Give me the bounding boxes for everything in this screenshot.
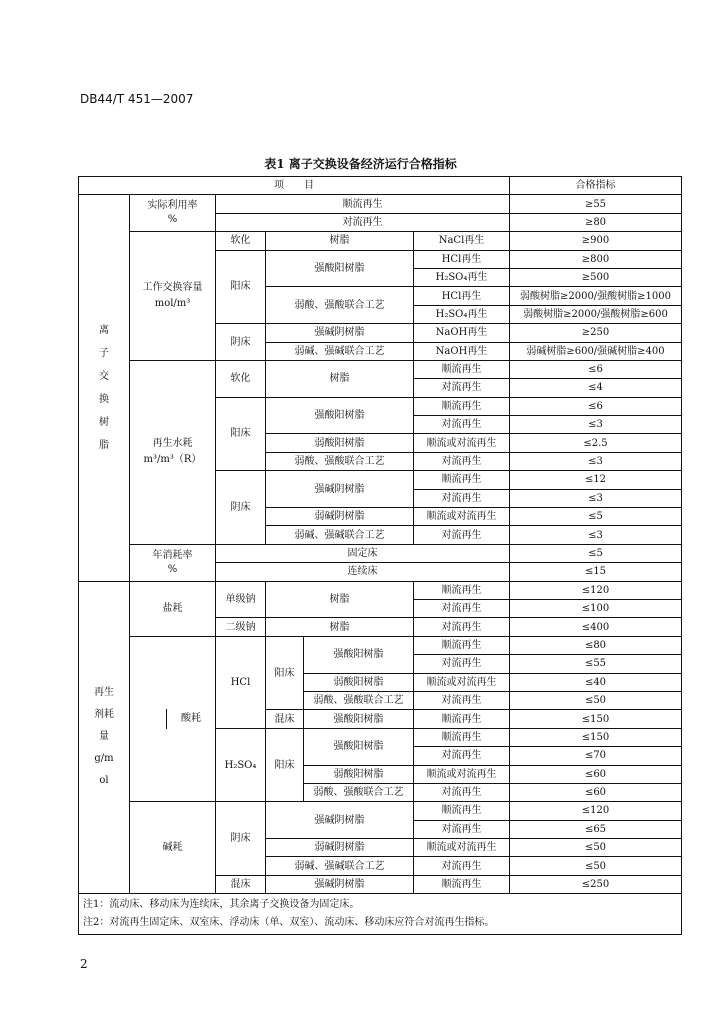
table-cell: HCl再生 bbox=[414, 250, 510, 268]
table-cell: ≤80 bbox=[510, 636, 682, 654]
table-cell: H₂SO₄再生 bbox=[414, 268, 510, 286]
table-cell: 连续床 bbox=[216, 563, 510, 581]
util-rate-label: 实际利用率 % bbox=[130, 195, 216, 232]
table-cell: ≤5 bbox=[510, 508, 682, 526]
table-cell: ≤5 bbox=[510, 544, 682, 562]
table-cell: 对流再生 bbox=[216, 213, 510, 231]
table-cell: ≤3 bbox=[510, 489, 682, 507]
document-code: DB44/T 451—2007 bbox=[80, 92, 194, 106]
table-cell: HCl再生 bbox=[414, 287, 510, 305]
table-cell: 弱碱、强碱联合工艺 bbox=[266, 342, 414, 360]
table-cell: 顺流再生 bbox=[414, 802, 510, 820]
table-cell: 对流再生 bbox=[414, 747, 510, 765]
acid-cell bbox=[130, 636, 216, 802]
table-cell: 弱酸、强酸联合工艺 bbox=[304, 783, 414, 801]
table-cell: H₂SO₄ bbox=[216, 728, 266, 802]
table-cell: 阴床 bbox=[216, 802, 266, 876]
table-cell: 弱酸、强酸联合工艺 bbox=[304, 691, 414, 709]
acid-empty bbox=[130, 709, 167, 729]
table-cell: ≤120 bbox=[510, 802, 682, 820]
table-cell: NaCl再生 bbox=[414, 232, 510, 250]
table-cell: 强酸阳树脂 bbox=[266, 397, 414, 434]
table-cell: 顺流再生 bbox=[414, 875, 510, 893]
section-resin: 离子交换树脂 bbox=[79, 195, 130, 581]
table-cell: ≤12 bbox=[510, 471, 682, 489]
table-cell: ≤60 bbox=[510, 783, 682, 801]
table-cell: ≤50 bbox=[510, 691, 682, 709]
table-cell: 阴床 bbox=[216, 324, 266, 361]
note-1: 注1：流动床、移动床为连续床，其余离子交换设备为固定床。 bbox=[83, 899, 360, 911]
table-cell: 弱碱、强碱联合工艺 bbox=[266, 857, 414, 875]
table-cell: ≥500 bbox=[510, 268, 682, 286]
table-cell: 顺流或对流再生 bbox=[414, 673, 510, 691]
table-cell: 顺流再生 bbox=[414, 581, 510, 599]
table-cell: NaOH再生 bbox=[414, 342, 510, 360]
table-cell: 阳床 bbox=[216, 397, 266, 471]
table-cell: 对流再生 bbox=[414, 489, 510, 507]
table-cell: 对流再生 bbox=[414, 379, 510, 397]
header-indicator: 合格指标 bbox=[510, 177, 682, 195]
table-cell: 对流再生 bbox=[414, 857, 510, 875]
table-cell: 弱酸阳树脂 bbox=[304, 673, 414, 691]
table-cell: 二级钠 bbox=[216, 618, 266, 636]
table-row bbox=[79, 802, 682, 820]
table-row bbox=[79, 581, 682, 599]
table-cell: 强酸阳树脂 bbox=[304, 636, 414, 673]
annual-label: 年消耗率 % bbox=[130, 544, 216, 581]
table-cell: 阳床 bbox=[266, 728, 304, 802]
table-cell: 顺流或对流再生 bbox=[414, 434, 510, 452]
table-cell: ≤250 bbox=[510, 875, 682, 893]
table-cell: 顺流再生 bbox=[414, 360, 510, 378]
table-cell: 对流再生 bbox=[414, 655, 510, 673]
table-caption: 表1 离子交换设备经济运行合格指标 bbox=[264, 157, 457, 171]
table-cell: 混床 bbox=[216, 875, 266, 893]
table-cell: ≥80 bbox=[510, 213, 682, 231]
table-cell: 强酸阳树脂 bbox=[304, 710, 414, 728]
table-cell: 强酸阳树脂 bbox=[304, 728, 414, 765]
table-cell: 阴床 bbox=[216, 471, 266, 545]
table-cell: 顺流再生 bbox=[414, 397, 510, 415]
table-cell: ≤100 bbox=[510, 599, 682, 617]
table-cell: 顺流或对流再生 bbox=[414, 508, 510, 526]
table-cell: 对流再生 bbox=[414, 820, 510, 838]
table-cell: 弱碱阴树脂 bbox=[266, 508, 414, 526]
table-cell: ≤150 bbox=[510, 728, 682, 746]
table-cell: 对流再生 bbox=[414, 599, 510, 617]
table-cell: 弱碱、强碱联合工艺 bbox=[266, 526, 414, 544]
table-cell: 顺流再生 bbox=[216, 195, 510, 213]
table-cell: 混床 bbox=[266, 710, 304, 728]
table-row bbox=[79, 544, 682, 562]
table-cell: ≤3 bbox=[510, 526, 682, 544]
table-cell: ≥55 bbox=[510, 195, 682, 213]
table-cell: 对流再生 bbox=[414, 783, 510, 801]
notes-cell bbox=[79, 894, 682, 935]
table-cell: 树脂 bbox=[266, 360, 414, 397]
table-cell: 顺流再生 bbox=[414, 636, 510, 654]
table-cell: 对流再生 bbox=[414, 452, 510, 470]
table-cell: 弱酸树脂≥2000/强酸树脂≥600 bbox=[510, 305, 682, 323]
table-row bbox=[79, 195, 682, 213]
table-cell: 顺流或对流再生 bbox=[414, 839, 510, 857]
water-label: 再生水耗 m³/m³（R） bbox=[130, 360, 216, 544]
table-row bbox=[79, 636, 682, 654]
table-row bbox=[79, 232, 682, 250]
table-cell: 盐耗 bbox=[130, 581, 216, 636]
table-cell: ≤4 bbox=[510, 379, 682, 397]
table-cell: 强碱阴树脂 bbox=[266, 471, 414, 508]
table-cell: ≤150 bbox=[510, 710, 682, 728]
table-cell: 树脂 bbox=[266, 232, 414, 250]
table-cell: ≤50 bbox=[510, 857, 682, 875]
table-cell: 强碱阴树脂 bbox=[266, 875, 414, 893]
table-cell: 弱酸阳树脂 bbox=[304, 765, 414, 783]
note-2: 注2：对流再生固定床、双室床、浮动床（单、双室）、流动床、移动床应符合对流再生指标。 bbox=[83, 917, 495, 929]
table-cell: ≤40 bbox=[510, 673, 682, 691]
table-cell: ≤2.5 bbox=[510, 434, 682, 452]
table-header-row bbox=[79, 177, 682, 195]
header-item: 项 目 bbox=[79, 177, 510, 195]
table-cell: ≤70 bbox=[510, 747, 682, 765]
table-cell: 阳床 bbox=[216, 250, 266, 324]
indicator-table bbox=[78, 176, 682, 935]
table-cell: 单级钠 bbox=[216, 581, 266, 618]
table-cell: 弱酸、强酸联合工艺 bbox=[266, 452, 414, 470]
table-cell: 对流再生 bbox=[414, 416, 510, 434]
table-cell: 强碱阴树脂 bbox=[266, 324, 414, 342]
table-cell: H₂SO₄再生 bbox=[414, 305, 510, 323]
table-cell: NaOH再生 bbox=[414, 324, 510, 342]
table-cell: ≤6 bbox=[510, 397, 682, 415]
table-cell: 对流再生 bbox=[414, 526, 510, 544]
table-cell: 弱碱树脂≥600/强碱树脂≥400 bbox=[510, 342, 682, 360]
table-cell: 固定床 bbox=[216, 544, 510, 562]
table-cell: 树脂 bbox=[266, 618, 414, 636]
page-number: 2 bbox=[80, 957, 88, 971]
table-cell: 对流再生 bbox=[414, 618, 510, 636]
table-cell: 顺流或对流再生 bbox=[414, 765, 510, 783]
table-cell: 树脂 bbox=[266, 581, 414, 618]
table-cell: ≤50 bbox=[510, 839, 682, 857]
table-cell: 顺流再生 bbox=[414, 710, 510, 728]
table-cell: ≤65 bbox=[510, 820, 682, 838]
table-cell: ≥250 bbox=[510, 324, 682, 342]
table-cell: 软化 bbox=[216, 360, 266, 397]
table-cell: 强酸阳树脂 bbox=[266, 250, 414, 287]
table-cell: 阳床 bbox=[266, 636, 304, 710]
section-regen: 再生剂耗量 g/mol bbox=[79, 581, 130, 894]
table-cell: 强碱阴树脂 bbox=[266, 802, 414, 839]
table-cell: 对流再生 bbox=[414, 691, 510, 709]
table-cell: 弱酸阳树脂 bbox=[266, 434, 414, 452]
table-cell: HCl bbox=[216, 636, 266, 728]
table-cell: 顺流再生 bbox=[414, 471, 510, 489]
acid-subtable bbox=[130, 709, 215, 729]
acid-label: 酸耗 bbox=[181, 713, 201, 725]
table-cell: ≤400 bbox=[510, 618, 682, 636]
table-cell: ≤3 bbox=[510, 452, 682, 470]
notes-row bbox=[79, 894, 682, 935]
table-cell: ≤120 bbox=[510, 581, 682, 599]
table-cell: 弱酸树脂≥2000/强酸树脂≥1000 bbox=[510, 287, 682, 305]
table-row bbox=[79, 360, 682, 378]
table-cell: 弱酸、强酸联合工艺 bbox=[266, 287, 414, 324]
table-cell: ≤60 bbox=[510, 765, 682, 783]
table-cell: 软化 bbox=[216, 232, 266, 250]
table-cell: 顺流再生 bbox=[414, 728, 510, 746]
table-cell: ≤3 bbox=[510, 416, 682, 434]
table-cell: ≤55 bbox=[510, 655, 682, 673]
capacity-label: 工作交换容量 mol/m³ bbox=[130, 232, 216, 361]
table-cell: ≤15 bbox=[510, 563, 682, 581]
table-cell: ≤6 bbox=[510, 360, 682, 378]
table-cell: 弱碱阴树脂 bbox=[266, 839, 414, 857]
table-cell: 碱耗 bbox=[130, 802, 216, 894]
table-cell: ≥800 bbox=[510, 250, 682, 268]
table-cell: ≥900 bbox=[510, 232, 682, 250]
